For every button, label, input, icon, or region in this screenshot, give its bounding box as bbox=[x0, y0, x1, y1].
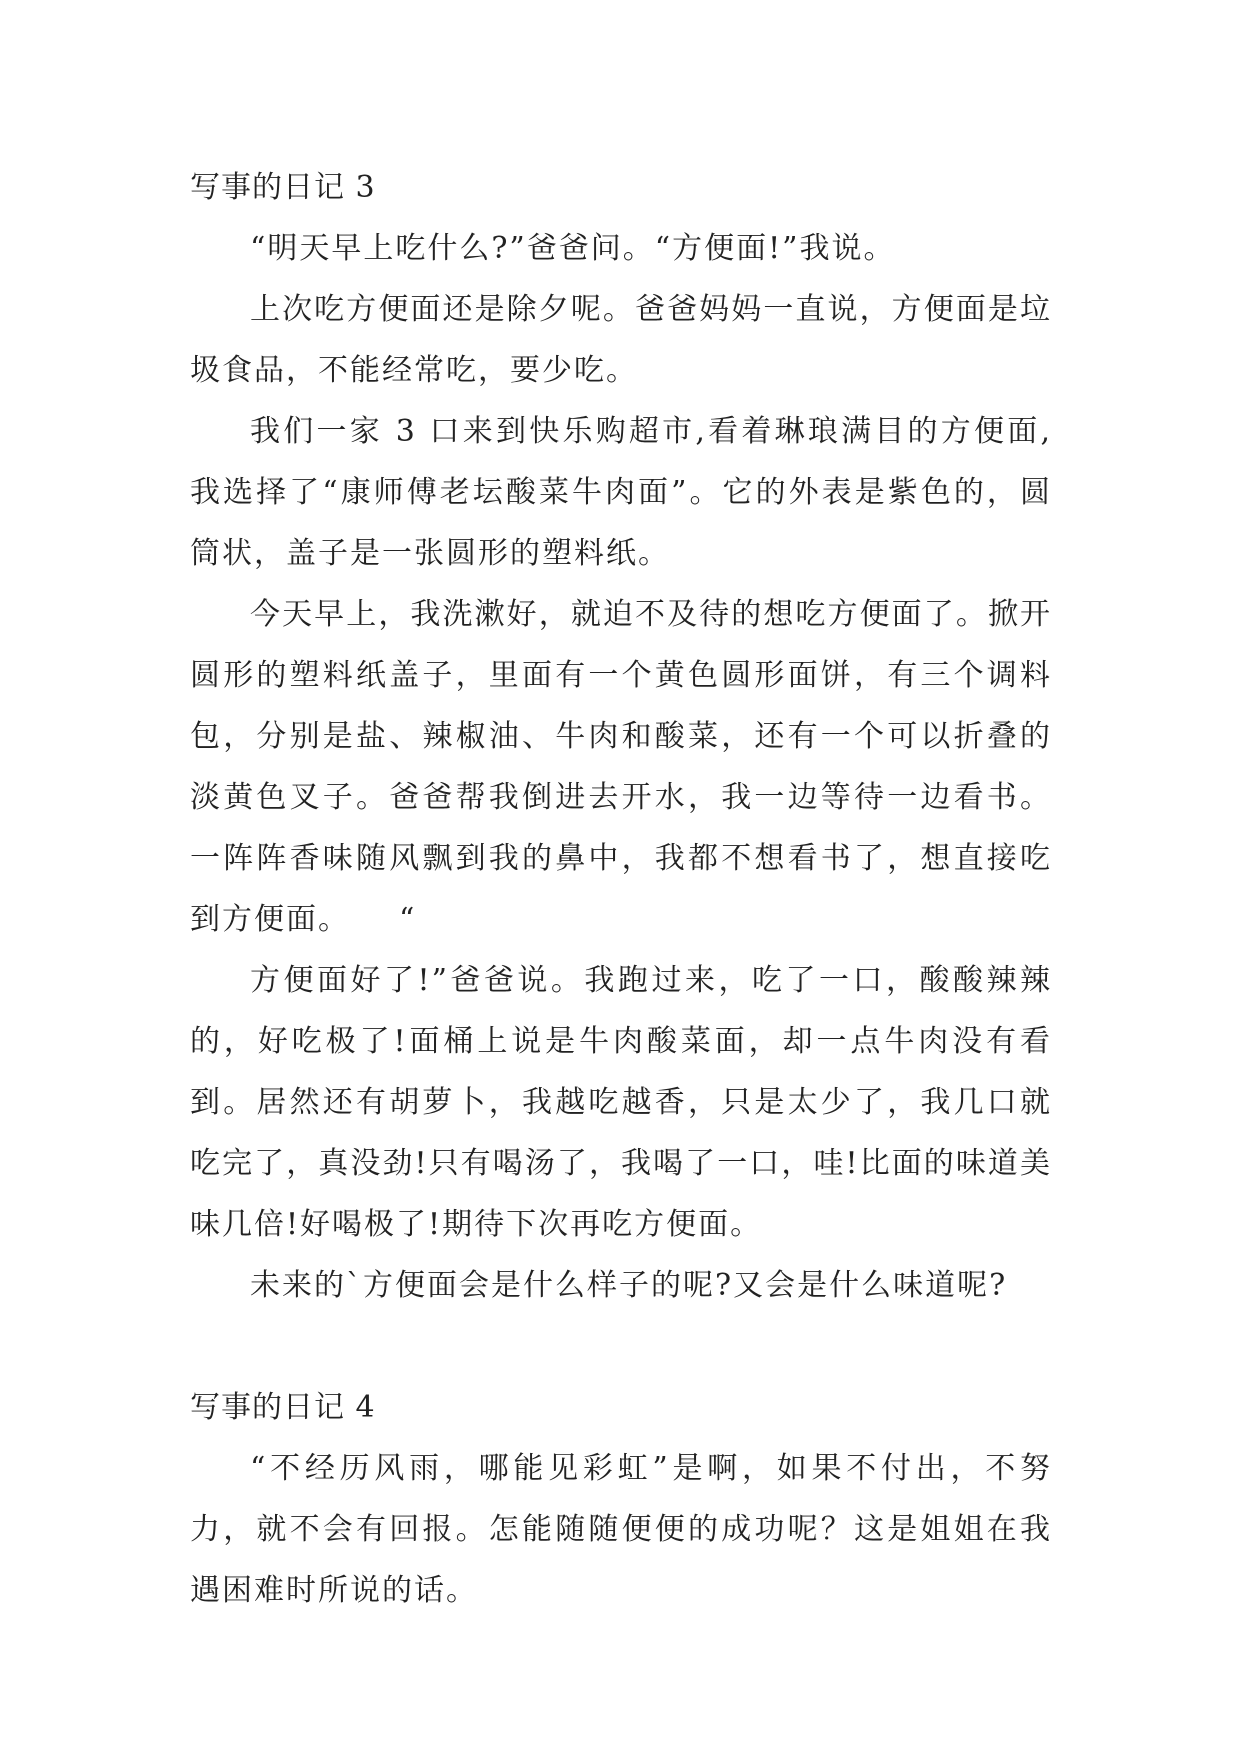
paragraph: 上次吃方便面还是除夕呢。爸爸妈妈一直说，方便面是垃圾食品，不能经常吃，要少吃。 bbox=[190, 292, 1052, 388]
diary-entry-3 bbox=[190, 158, 1052, 1316]
paragraph: “明天早上吃什么?”爸爸问。“方便面!”我说。 bbox=[250, 231, 896, 266]
paragraph: 方便面好了!”爸爸说。我跑过来，吃了一口，酸酸辣辣的，好吃极了!面桶上说是牛肉酸菜面，却一点牛肉没有看到。居然还有胡萝卜，我越吃越香，只是太少了，我几口就吃完了，真没劲!只有喝汤了，我喝了一口，哇!比面的味道美味几倍!好喝极了!期待下次再吃方便面。 bbox=[190, 963, 1052, 1242]
paragraph: 未来的`方便面会是什么样子的呢?又会是什么味道呢? bbox=[250, 1268, 1008, 1303]
paragraph: 我们一家 3 口来到快乐购超市,看着琳琅满目的方便面,我选择了“康师傅老坛酸菜牛肉面”。它的外表是紫色的，圆筒状，盖子是一张圆形的塑料纸。 bbox=[190, 414, 1052, 571]
entry-title: 写事的日记 4 bbox=[190, 1390, 376, 1425]
paragraph: 今天早上，我洗漱好，就迫不及待的想吃方便面了。掀开圆形的塑料纸盖子，里面有一个黄色圆形面饼，有三个调料包，分别是盐、辣椒油、牛肉和酸菜，还有一个可以折叠的淡黄色叉子。爸爸帮我倒进去开水，我一边等待一边看书。一阵阵香味随风飘到我的鼻中，我都不想看书了，想直接吃到方便面。 “ bbox=[190, 597, 1052, 937]
entry-title: 写事的日记 3 bbox=[190, 170, 376, 205]
document-body bbox=[190, 158, 1052, 1621]
diary-entry-4 bbox=[190, 1378, 1052, 1621]
paragraph: “不经历风雨，哪能见彩虹”是啊，如果不付出，不努力，就不会有回报。怎能随随便便的成功呢？这是姐姐在我遇困难时所说的话。 bbox=[190, 1451, 1052, 1608]
section-spacer bbox=[190, 1316, 1052, 1378]
